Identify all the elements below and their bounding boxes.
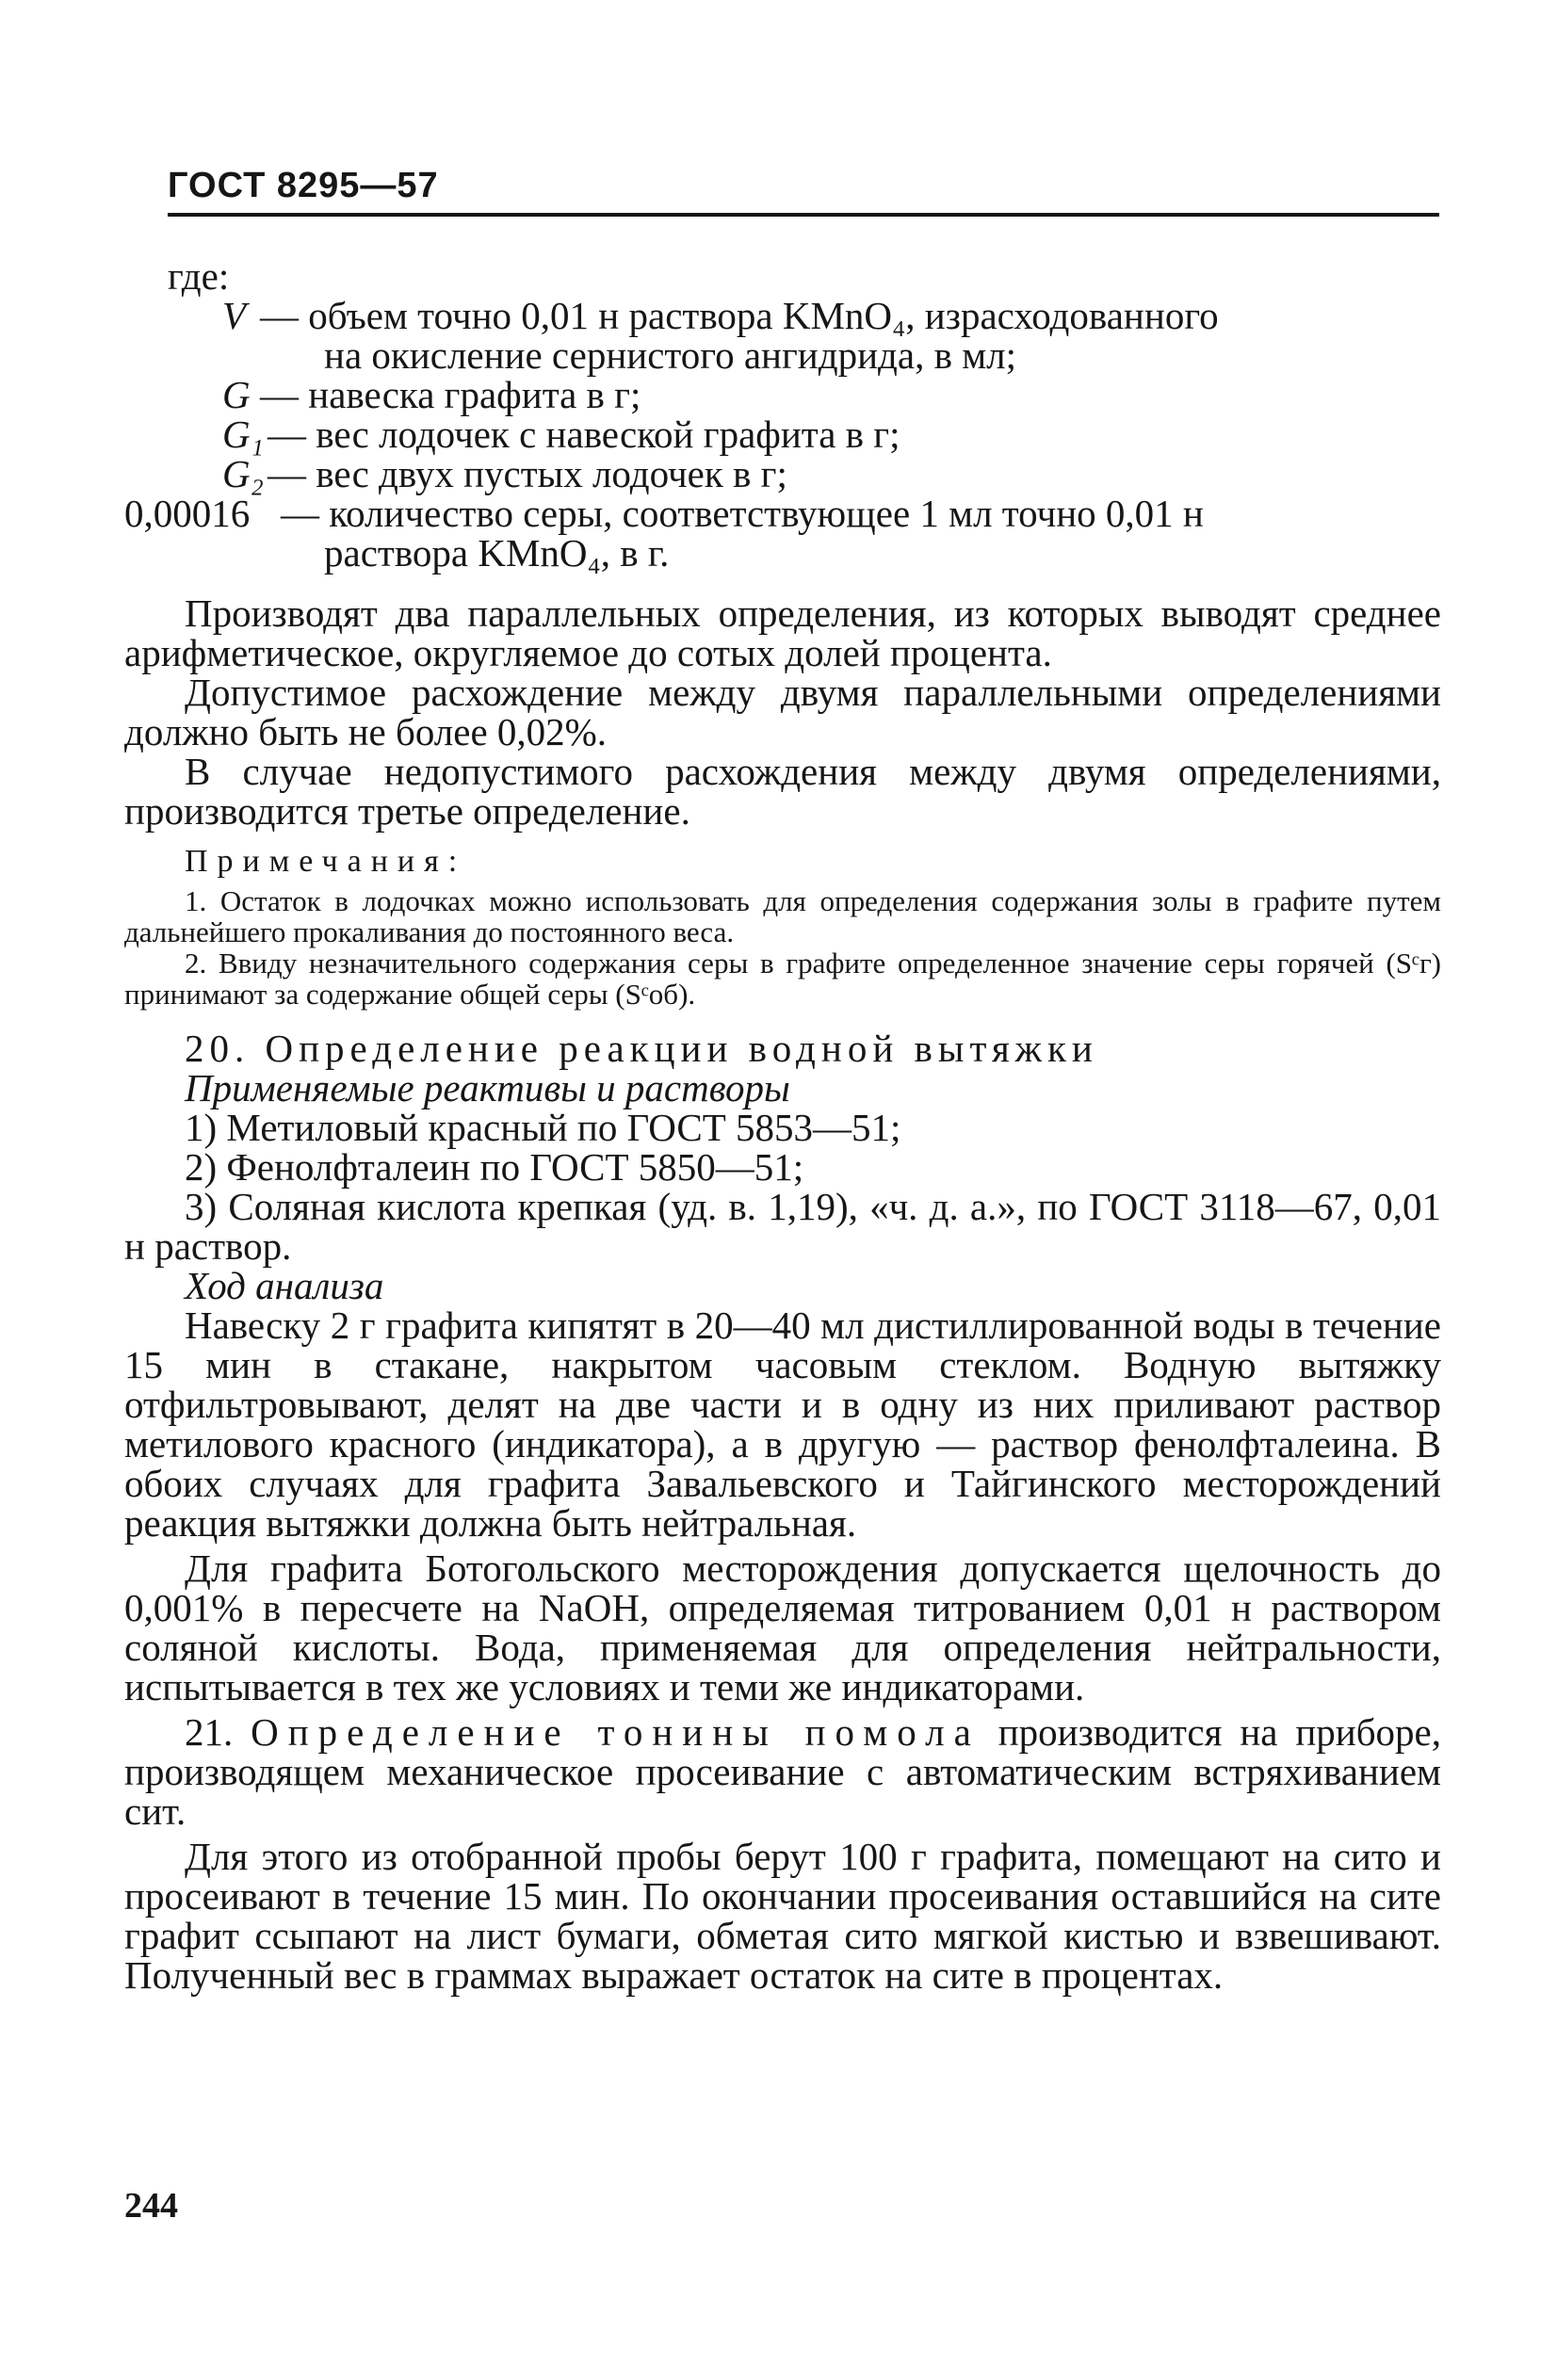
definition-row bbox=[124, 533, 1441, 573]
definition-text: — вес двух пустых лодочек в г; bbox=[268, 452, 787, 495]
definition-text: — вес лодочек с навеской графита в г; bbox=[268, 413, 900, 456]
page-number: 244 bbox=[124, 2186, 178, 2226]
paragraph: В случае недопустимого расхождения между двумя определениями, производится третье определение. bbox=[124, 750, 1441, 833]
definition-row bbox=[124, 454, 1441, 494]
definition-text: раствора KMnO₄, в г. bbox=[324, 531, 670, 575]
definition-text: — количество серы, соответствующее 1 мл точно 0,01 н bbox=[281, 492, 1204, 535]
definition-text: — навеска графита в г; bbox=[260, 373, 641, 416]
paragraph: Допустимое расхождение между двумя параллельными определениями должно быть не более 0,02%. bbox=[124, 671, 1441, 753]
definition-symbol: G₁ bbox=[222, 413, 264, 456]
paragraph: Для этого из отобранной пробы берут 100 г графита, помещают на сито и просеивают в течение 15 мин. По окончании просеивания оставшийся на сите графит ссыпают на лист бумаги, обметая сито мягкой кистью и взвешивают. Полученный вес в граммах выражает остаток на сите в процентах. bbox=[124, 1835, 1441, 1997]
definition-row bbox=[124, 414, 1441, 454]
definition-row bbox=[124, 494, 1441, 533]
definition-text: — объем точно 0,01 н раствора KMnO₄, израсходованного bbox=[260, 294, 1219, 337]
definition-symbol: G₂ bbox=[222, 452, 264, 495]
definition-symbol: V bbox=[222, 294, 247, 337]
reagents-title: Применяемые реактивы и растворы bbox=[185, 1066, 790, 1109]
analysis-title: Ход анализа bbox=[185, 1264, 384, 1307]
definition-row bbox=[124, 296, 1441, 335]
definition-row bbox=[124, 335, 1441, 375]
paragraph: Для графита Ботогольского месторождения допускается щелочность до 0,001% в пересчете на NaOH, определяемая титрованием 0,01 н раствором соляной кислоты. Вода, применяемая для определения нейтральности, испытывается в тех же условиях и теми же индикаторами. bbox=[124, 1546, 1441, 1708]
paragraph: Производят два параллельных определения, из которых выводят среднее арифметическое, округляемое до сотых долей процента. bbox=[124, 591, 1441, 674]
document-header: ГОСТ 8295—57 bbox=[168, 166, 439, 205]
reagent-item: 2) Фенолфталеин по ГОСТ 5850—51; bbox=[185, 1145, 804, 1189]
body-block bbox=[124, 593, 1441, 1995]
reagent-item: 3) Соляная кислота крепкая (уд. в. 1,19), «ч. д. а.», по ГОСТ 3118—67, 0,01 н раствор. bbox=[124, 1185, 1441, 1268]
section-21-paragraph bbox=[124, 1712, 1441, 1831]
definition-text: на окисление сернистого ангидрида, в мл; bbox=[324, 333, 1016, 377]
section-21-number: 21. bbox=[185, 1710, 234, 1754]
section-21-text: производится на приборе, производящем механическое просеивание с автоматическим встряхиванием сит. bbox=[124, 1710, 1442, 1833]
definitions-block bbox=[124, 256, 1441, 573]
definition-symbol: 0,00016 bbox=[124, 492, 251, 535]
section-20-title: 20. Определение реакции водной вытяжки bbox=[185, 1027, 1098, 1070]
definition-symbol: G bbox=[222, 373, 251, 416]
definitions-intro: где: bbox=[168, 254, 230, 298]
notes-title: Примечания: bbox=[185, 844, 467, 879]
note-item: 1. Остаток в лодочках можно использовать для определения содержания золы в графите путем дальнейшего прокаливания до постоянного веса. bbox=[124, 884, 1441, 948]
paragraph: Навеску 2 г графита кипятят в 20—40 мл дистиллированной воды в течение 15 мин в стакане, накрытом часовым стеклом. Водную вытяжку отфильтровывают, делят на две части и в одну из них приливают раствор метилового красного (индикатора), а в другую — раствор фенолфталеина. В обоих случаях для графита Завальевского и Тайгинского месторождений реакция вытяжки должна быть нейтральная. bbox=[124, 1303, 1441, 1545]
section-21-title: Определение тонины помола bbox=[251, 1710, 981, 1754]
header-rule bbox=[168, 213, 1439, 217]
note-item: 2. Ввиду незначительного содержания серы в графите определенное значение серы горячей (Sᶜг) принимают за содержание общей серы (Sᶜоб). bbox=[124, 947, 1441, 1011]
definition-row bbox=[124, 375, 1441, 414]
reagent-item: 1) Метиловый красный по ГОСТ 5853—51; bbox=[185, 1106, 901, 1149]
